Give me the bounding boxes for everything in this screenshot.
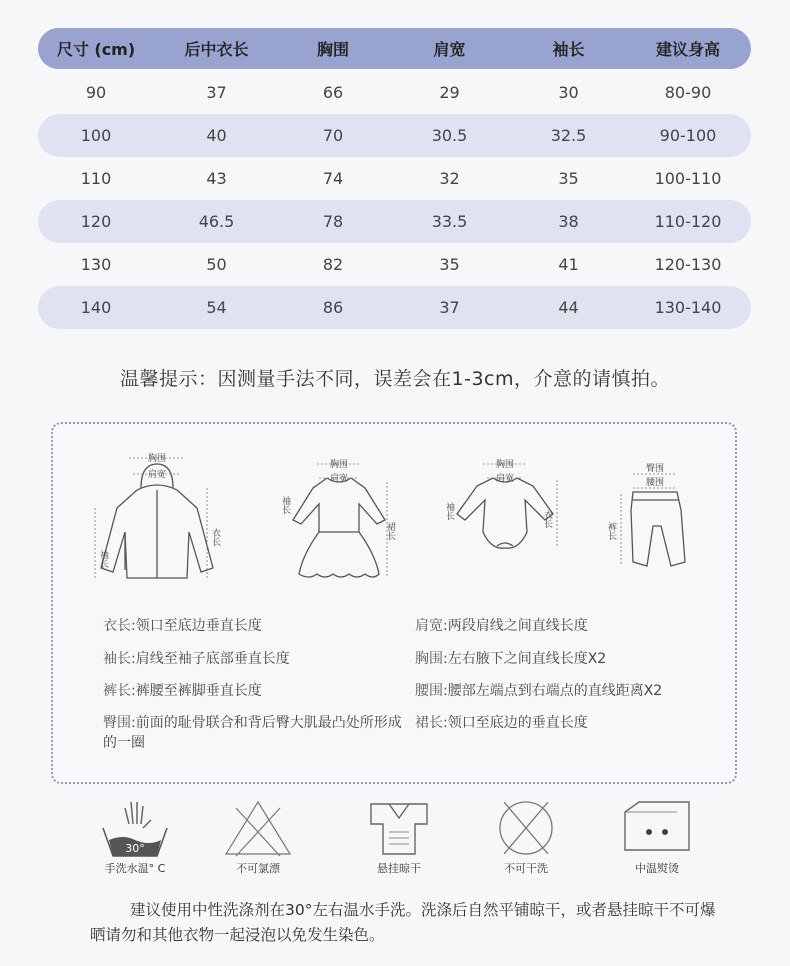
table-cell: 30 <box>558 83 579 102</box>
table-cell: 110-120 <box>654 212 722 231</box>
table-cell: 30.5 <box>431 126 468 145</box>
table-row <box>38 243 751 286</box>
no-bleach-icon <box>218 794 298 858</box>
hang-dry-icon <box>359 794 439 858</box>
header-sleeve: 袖长 <box>552 40 585 59</box>
table-cell: 70 <box>322 126 344 145</box>
label-shoulder: 肩宽 <box>147 470 167 480</box>
table-cell: 120-130 <box>654 255 722 274</box>
table-cell: 130-140 <box>654 298 722 317</box>
definition-item: 腰围:腰部左端点到右端点的直线距离X2 <box>415 683 663 699</box>
wash-temp: 30° <box>125 842 145 855</box>
label-sleeve-length: 袖长 <box>444 502 454 520</box>
table-cell: 33.5 <box>431 212 468 231</box>
care-label: 中温熨烫 <box>635 862 679 875</box>
header-chest: 胸围 <box>316 40 349 59</box>
table-cell: 32 <box>439 169 460 188</box>
table-cell: 35 <box>558 169 579 188</box>
table-cell: 37 <box>439 298 460 317</box>
table-cell: 120 <box>80 212 112 231</box>
table-cell: 46.5 <box>198 212 235 231</box>
pants-diagram-icon <box>601 454 701 574</box>
header-back-length: 后中衣长 <box>184 40 249 59</box>
label-shoulder: 肩宽 <box>329 474 349 484</box>
table-cell: 66 <box>322 83 344 102</box>
table-cell: 32.5 <box>550 126 587 145</box>
care-no-bleach <box>203 794 313 876</box>
definition-item: 袖长:肩线至袖子底部垂直长度 <box>103 651 290 667</box>
jacket-diagram-icon <box>89 450 225 590</box>
table-cell: 44 <box>558 298 579 317</box>
table-row <box>38 157 751 200</box>
label-garment-length: 衣长 <box>542 510 552 528</box>
table-cell: 140 <box>80 298 112 317</box>
label-chest: 胸围 <box>329 460 349 470</box>
definition-item: 臀围:前面的耻骨联合和背后臀大肌最凸处所形成的一圈 <box>103 715 402 751</box>
label-skirt-length: 裙长 <box>385 522 395 540</box>
header-height: 建议身高 <box>655 40 720 59</box>
table-cell: 130 <box>80 255 112 274</box>
header-shoulder: 肩宽 <box>433 40 466 59</box>
romper-diagram-icon <box>443 456 567 566</box>
care-label: 不可干洗 <box>504 862 548 875</box>
table-cell: 86 <box>322 298 344 317</box>
table-cell: 41 <box>558 255 579 274</box>
definition-item: 胸围:左右腋下之间直线长度X2 <box>415 651 607 667</box>
table-cell: 29 <box>439 83 460 102</box>
label-sleeve-length: 袖长 <box>98 550 108 568</box>
table-cell: 90 <box>85 83 107 102</box>
table-cell: 40 <box>206 126 227 145</box>
table-row <box>38 71 751 114</box>
table-cell: 37 <box>206 83 227 102</box>
measurement-tip: 温馨提示：因测量手法不同，误差会在1-3cm，介意的请慎拍。 <box>120 368 670 390</box>
table-cell: 80-90 <box>664 83 712 102</box>
table-cell: 50 <box>206 255 227 274</box>
header-size: 尺寸 (cm) <box>56 40 136 59</box>
care-hand-wash <box>80 794 190 876</box>
table-cell: 35 <box>439 255 460 274</box>
care-label: 悬挂晾干 <box>377 862 421 875</box>
care-label: 手洗水温° C <box>104 862 166 875</box>
table-cell: 90-100 <box>659 126 717 145</box>
table-row <box>38 114 751 157</box>
no-dry-clean-icon <box>486 794 566 858</box>
label-waist: 腰围 <box>645 478 665 488</box>
table-cell: 78 <box>322 212 344 231</box>
definition-item: 肩宽:两段肩线之间直线长度 <box>415 618 588 634</box>
label-hip: 臀围 <box>645 464 665 474</box>
iron-medium-icon <box>617 794 697 858</box>
label-pants-length: 裤长 <box>606 522 616 540</box>
care-hang-dry <box>344 794 454 876</box>
table-cell: 54 <box>206 298 227 317</box>
label-garment-length: 衣长 <box>210 528 220 546</box>
label-shoulder: 肩宽 <box>495 474 515 484</box>
hand-wash-icon <box>95 794 175 858</box>
label-chest: 胸围 <box>147 454 167 464</box>
table-cell: 100 <box>80 126 112 145</box>
table-cell: 43 <box>206 169 227 188</box>
table-cell: 74 <box>322 169 344 188</box>
table-row <box>38 200 751 243</box>
table-cell: 110 <box>80 169 112 188</box>
table-cell: 38 <box>558 212 579 231</box>
definition-item: 裤长:裤腰至裤脚垂直长度 <box>103 683 262 699</box>
dress-diagram-icon <box>279 454 399 584</box>
table-row <box>38 286 751 329</box>
definition-item: 衣长:领口至底边垂直长度 <box>103 618 262 634</box>
care-icons <box>0 794 790 884</box>
definition-item: 裙长:领口至底边的垂直长度 <box>415 715 588 731</box>
label-chest: 胸围 <box>495 460 515 470</box>
size-table <box>38 28 751 329</box>
table-header-row <box>38 28 751 69</box>
care-no-dry-clean <box>471 794 581 876</box>
care-instructions: 建议使用中性洗涤剂在30°左右温水手洗。洗涤后自然平铺晾干，或者悬挂晾干不可爆晒请勿和其他衣物一起浸泡以免发生染色。 <box>90 901 716 944</box>
table-cell: 100-110 <box>654 169 722 188</box>
label-sleeve-length: 袖长 <box>280 496 290 514</box>
care-label: 不可氯漂 <box>236 862 280 875</box>
table-cell: 82 <box>322 255 344 274</box>
care-iron <box>602 794 712 876</box>
measurement-panel <box>51 422 737 784</box>
